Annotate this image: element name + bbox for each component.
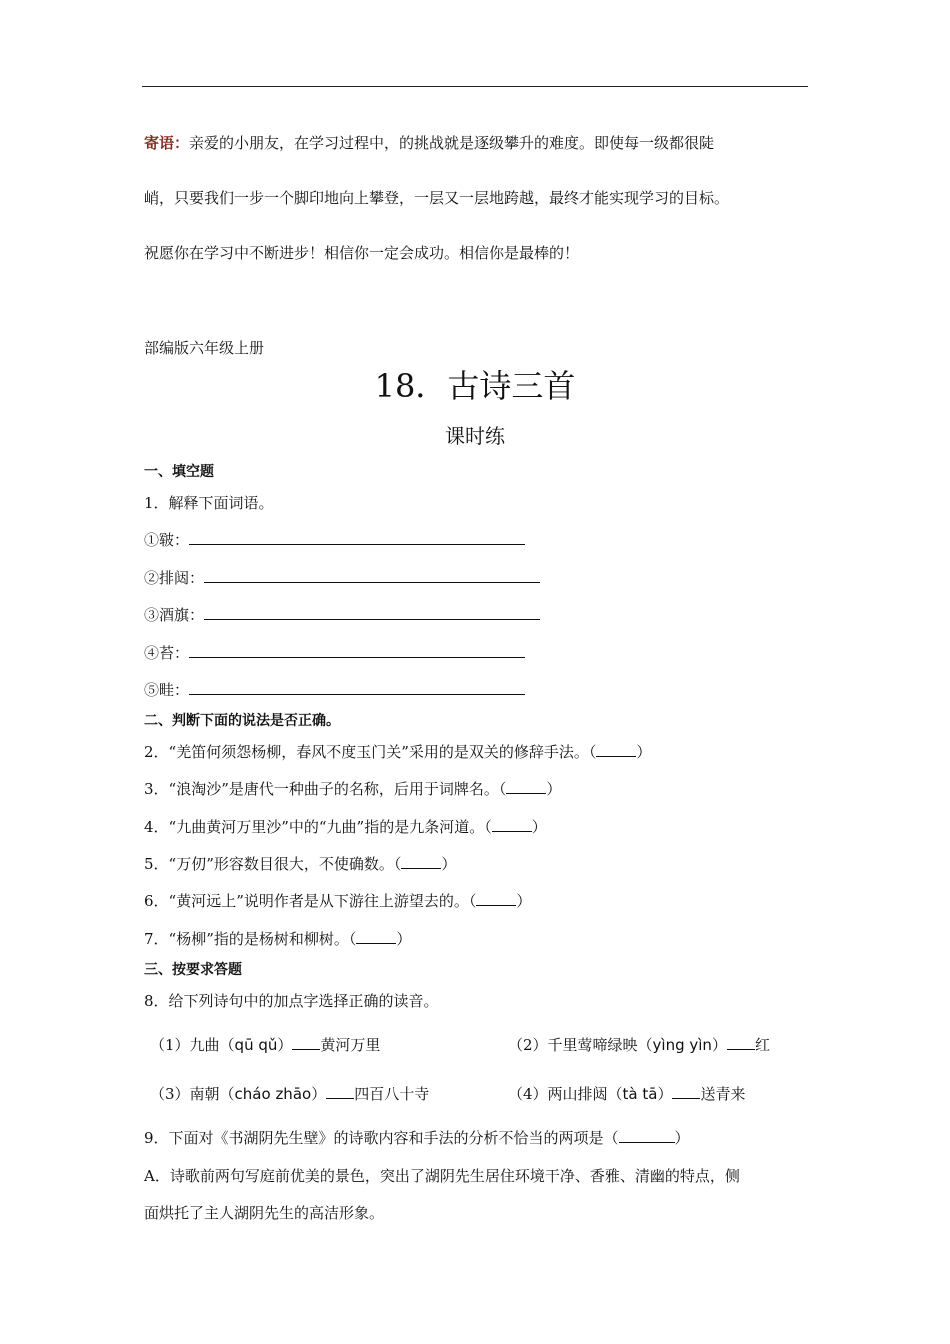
paren-open: （ xyxy=(484,818,492,836)
vocab-label-3: ③酒旗： xyxy=(144,606,205,624)
judge-item-3 xyxy=(144,779,561,799)
judge-text-6: 6．“黄河远上”说明作者是从下游往上游望去的。 xyxy=(144,892,469,910)
question-1: 1．解释下面词语。 xyxy=(144,494,274,512)
question-9-text: 9．下面对《书湖阴先生壁》的诗歌内容和手法的分析不恰当的两项是（ xyxy=(144,1129,619,1147)
paren-close: ） xyxy=(636,743,652,761)
question-9 xyxy=(144,1128,690,1148)
paren-open: （ xyxy=(498,780,507,798)
pinyin-post-1: ） xyxy=(277,1036,293,1054)
judge-blank-6[interactable] xyxy=(476,891,516,906)
pinyin-blank-1[interactable] xyxy=(292,1035,320,1050)
vocab-item-4 xyxy=(144,643,525,663)
pinyin-options-1: qū qǔ xyxy=(234,1036,278,1054)
pinyin-blank-4[interactable] xyxy=(672,1084,700,1099)
question-9-blank[interactable] xyxy=(619,1128,675,1143)
answer-line-2[interactable] xyxy=(204,568,540,583)
edition-label: 部编版六年级上册 xyxy=(144,339,265,357)
judge-blank-7[interactable] xyxy=(356,929,396,944)
pinyin-tail-4: 送青来 xyxy=(700,1085,746,1103)
judge-blank-2[interactable] xyxy=(596,742,636,757)
vocab-item-3 xyxy=(144,605,540,625)
page-title: 18．古诗三首 xyxy=(374,367,576,405)
question-9-close: ） xyxy=(674,1129,690,1147)
pinyin-post-3: ） xyxy=(311,1085,327,1103)
pinyin-pre-2: （2）千里莺啼绿映（ xyxy=(508,1036,653,1054)
paren-close: ） xyxy=(546,780,562,798)
vocab-item-1 xyxy=(144,530,525,550)
section-3-heading: 三、按要求答题 xyxy=(144,962,242,978)
paren-open: （ xyxy=(468,892,477,910)
vocab-item-5 xyxy=(144,680,525,700)
pinyin-tail-2: 红 xyxy=(754,1036,770,1054)
paren-close: ） xyxy=(516,892,532,910)
page-subtitle: 课时练 xyxy=(445,424,505,448)
paren-open: （ xyxy=(393,855,402,873)
answer-line-3[interactable] xyxy=(204,605,540,620)
question-8: 8．给下列诗句中的加点字选择正确的读音。 xyxy=(144,992,439,1010)
pinyin-pre-3: （3）南朝（ xyxy=(150,1085,235,1103)
paren-open: （ xyxy=(588,743,597,761)
vocab-label-4: ④苔： xyxy=(144,644,190,662)
judge-blank-3[interactable] xyxy=(506,779,546,794)
pinyin-options-4: tà tā xyxy=(622,1085,658,1103)
pinyin-options-2: yìng yìn xyxy=(652,1036,712,1054)
judge-blank-5[interactable] xyxy=(401,854,441,869)
paren-close: ） xyxy=(531,818,547,836)
option-a-line-1: A．诗歌前两句写庭前优美的景色，突出了湖阴先生居住环境干净、香雅、清幽的特点，侧 xyxy=(144,1167,740,1185)
greeting-label: 寄语： xyxy=(144,134,190,152)
pinyin-pre-4: （4）两山排闼（ xyxy=(508,1085,623,1103)
greeting-line-1 xyxy=(144,133,714,153)
pinyin-tail-3: 四百八十寺 xyxy=(354,1085,430,1103)
vocab-item-2 xyxy=(144,568,540,588)
answer-line-5[interactable] xyxy=(189,680,525,695)
pinyin-pre-1: （1）九曲（ xyxy=(150,1036,235,1054)
judge-item-2 xyxy=(144,742,651,762)
vocab-label-2: ②排闼： xyxy=(144,569,205,587)
pinyin-blank-3[interactable] xyxy=(326,1084,354,1099)
judge-blank-4[interactable] xyxy=(492,817,532,832)
pinyin-item-1 xyxy=(150,1035,380,1055)
judge-text-4: 4．“九曲黄河万里沙”中的“九曲”指的是九条河道。 xyxy=(144,818,485,836)
pinyin-item-2 xyxy=(508,1035,770,1055)
option-a-line-2: 面烘托了主人湖阴先生的高洁形象。 xyxy=(144,1204,385,1222)
paren-close: ） xyxy=(441,855,457,873)
pinyin-post-2: ） xyxy=(711,1036,727,1054)
pinyin-post-4: ） xyxy=(657,1085,673,1103)
greeting-text-1: 亲爱的小朋友，在学习过程中，的挑战就是逐级攀升的难度。即使每一级都很陡 xyxy=(189,134,715,152)
judge-item-6 xyxy=(144,891,531,911)
header-rule xyxy=(142,86,808,87)
section-2-heading: 二、判断下面的说法是否正确。 xyxy=(144,713,340,729)
section-1-heading: 一、填空题 xyxy=(144,464,214,480)
judge-text-2: 2．“羌笛何须怨杨柳，春风不度玉门关”采用的是双关的修辞手法。 xyxy=(144,743,589,761)
pinyin-item-3 xyxy=(150,1084,429,1104)
vocab-label-5: ⑤畦： xyxy=(144,681,190,699)
judge-text-7: 7．“杨柳”指的是杨树和柳树。 xyxy=(144,930,349,948)
pinyin-item-4 xyxy=(508,1084,746,1104)
judge-item-7 xyxy=(144,929,411,949)
judge-text-5: 5．“万仞”形容数目很大，不使确数。 xyxy=(144,855,394,873)
pinyin-tail-1: 黄河万里 xyxy=(320,1036,381,1054)
vocab-label-1: ①皲： xyxy=(144,531,190,549)
judge-text-3: 3．“浪淘沙”是唐代一种曲子的名称，后用于词牌名。 xyxy=(144,780,499,798)
judge-item-4 xyxy=(144,817,547,837)
judge-item-5 xyxy=(144,854,456,874)
answer-line-4[interactable] xyxy=(189,643,525,658)
greeting-line-2: 峭，只要我们一步一个脚印地向上攀登，一层又一层地跨越，最终才能实现学习的目标。 xyxy=(144,189,730,207)
greeting-line-3: 祝愿你在学习中不断进步！相信你一定会成功。相信你是最棒的！ xyxy=(144,244,580,262)
paren-close: ） xyxy=(396,930,412,948)
pinyin-options-3: cháo zhāo xyxy=(234,1085,312,1103)
paren-open: （ xyxy=(348,930,357,948)
answer-line-1[interactable] xyxy=(189,530,525,545)
pinyin-blank-2[interactable] xyxy=(727,1035,755,1050)
